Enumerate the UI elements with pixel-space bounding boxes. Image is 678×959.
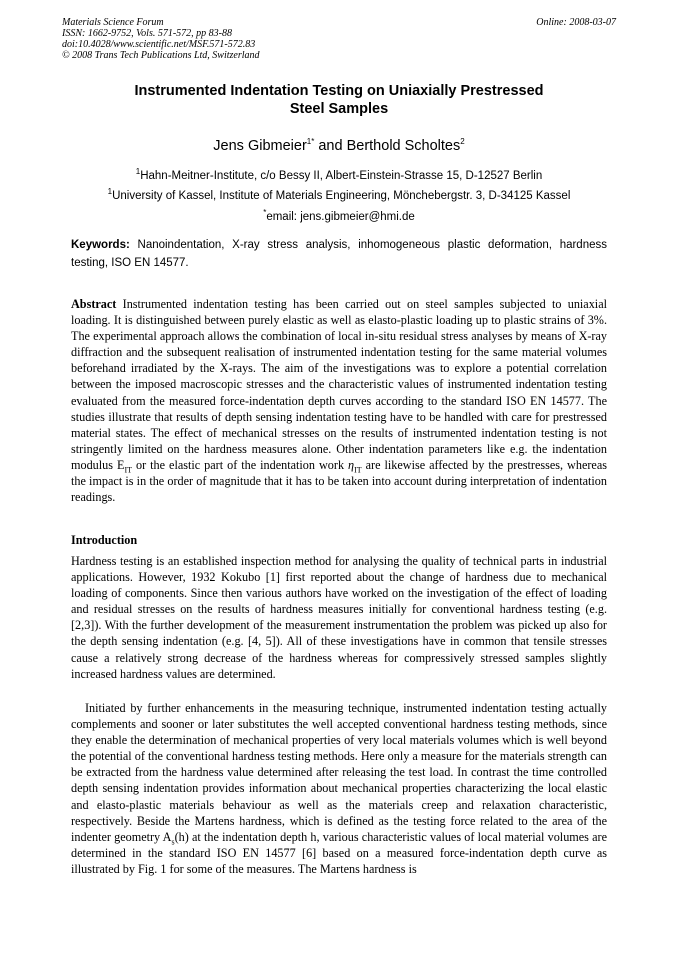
greek-symbol: η xyxy=(348,457,355,472)
author-conjunction: and xyxy=(314,138,347,154)
affiliation xyxy=(62,186,616,206)
email-text: email: jens.gibmeier@hmi.de xyxy=(266,211,415,223)
email-mark: * xyxy=(263,208,267,218)
author-affil-mark: 1* xyxy=(306,137,315,147)
journal-issn: ISSN: 1662-9752, Vols. 571-572, pp 83-88 xyxy=(62,28,232,39)
affiliation xyxy=(62,166,616,186)
journal-name: Materials Science Forum xyxy=(62,17,164,28)
affiliation-text: University of Kassel, Institute of Materials Engineering, Mönchebergstr. 3, D-34125 Kassel xyxy=(112,190,571,202)
paragraph-text: Initiated by further enhancements in the measuring technique, instrumented indentation testing actually complements and sooner or later substitutes the well accepted conventional hardness testing methods, since they enable the determination of mechanical properties of very local materials volumes which is well beyond the potential of the conventional hardness testing methods. Here only a measure for the materials strength can be extracted from the hardness value determined after releasing the test load. In contrast the time controlled depth sensing indentation provides information about mechanical properties characterizing the local elastic and elasto-plastic materials behaviour as well as the materials creep and relaxation characteristic, respectively. Beside the Martens hardness, which is defined as the testing force related to the area of the indenter geometry A xyxy=(71,701,607,844)
abstract-text: or the elastic part of the indentation work xyxy=(132,457,349,472)
abstract-label: Abstract xyxy=(71,297,117,311)
affiliation-mark: 1 xyxy=(135,167,141,177)
author-name: Jens Gibmeier xyxy=(213,138,307,154)
keywords-block xyxy=(71,236,607,272)
corresponding-email xyxy=(62,209,616,225)
author-name: Berthold Scholtes xyxy=(346,138,461,154)
subscript: IT xyxy=(124,465,132,475)
author-affil-mark: 2 xyxy=(460,137,465,147)
subscript: s xyxy=(171,837,175,847)
journal-doi: doi:10.4028/www.scientific.net/MSF.571-572.83 xyxy=(62,39,256,50)
abstract-text: are likewise affected by the prestresses, whereas the impact is in the order of magnitude that it has to be taken into account during interpretation of indentation readings. xyxy=(71,457,607,505)
body-paragraph xyxy=(71,700,607,877)
paper-title xyxy=(62,82,616,118)
title-line-2: Steel Samples xyxy=(289,101,389,117)
keywords-label: Keywords: xyxy=(71,239,130,251)
subscript: IT xyxy=(354,465,362,475)
abstract-paragraph xyxy=(71,296,607,505)
title-line-1: Instrumented Indentation Testing on Uniaxially Prestressed xyxy=(134,83,544,99)
section-heading: Introduction xyxy=(71,533,138,547)
journal-header xyxy=(62,17,260,61)
body-paragraph: Hardness testing is an established inspection method for analysing the quality of technical parts in industrial applications. However, 1932 Kokubo [1] first reported about the change of hardness due to mechanical loading of components. Since then various authors have worked on the investigation of the effect of loading and residual stresses on the results of hardness measures initially for conventional hardness testing (e.g. [2,3]). With the further development of the measurement instrumentation the problem was picked up also for the depth sensing indentation (e.g. [4, 5]). All of these investigations have in common that tensile stresses cause a relatively strong decrease of the hardness whereas for compressively stressed samples slightly increased hardness values are determined. xyxy=(71,554,607,681)
affiliation-text: Hahn-Meitner-Institute, c/o Bessy II, Albert-Einstein-Strasse 15, D-12527 Berlin xyxy=(140,170,543,182)
online-date: Online: 2008-03-07 xyxy=(536,17,616,28)
journal-copyright: © 2008 Trans Tech Publications Ltd, Switzerland xyxy=(62,50,260,61)
affiliation-list xyxy=(62,166,616,206)
author-list xyxy=(62,137,616,155)
affiliation-mark: 1 xyxy=(107,187,113,197)
paragraph-text: (h) at the indentation depth h, various characteristic values of local material volumes are determined in the standard ISO EN 14577 [6] based on a measured force-indentation depth curve as illustrated by Fig. 1 for some of the measures. The Martens hardness is xyxy=(71,829,607,876)
keywords-text: Nanoindentation, X-ray stress analysis, inhomogeneous plastic deformation, hardness testing, ISO EN 14577. xyxy=(71,239,607,269)
abstract-text: Instrumented indentation testing has been carried out on steel samples subjected to uniaxial loading. It is distinguished between purely elastic as well as elasto-plastic loading up to plastic strains of 3%. The experimental approach allows the combination of local in-situ residual stress analyses by means of X-ray diffraction and the subsequent realisation of instrumented indentation testing for the same material volumes beforehand irradiated by the X-rays. The aim of the investigations was to explore a potential correlation between the imposed macroscopic stresses and the characteristic values of instrumented indentation testing evaluated from the measured force-indentation depth curves according to the standard ISO EN 14577. The studies illustrate that results of depth sensing indentation testing have to be handled with care for prestressed material states. The effect of mechanical stresses on the results of instrumented indentation testing is not stringently limited on the hardness measures alone. Other indentation parameters like e.g. the indentation modulus E xyxy=(71,297,607,472)
